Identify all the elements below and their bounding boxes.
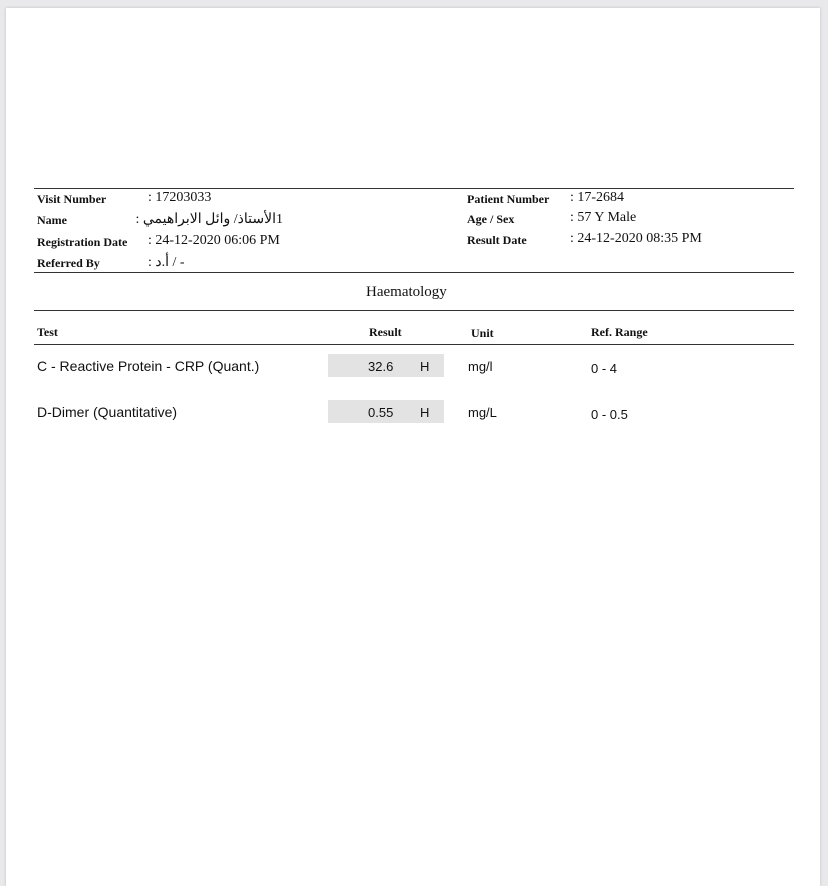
unit-value: mg/l: [468, 359, 493, 374]
result-value: 0.55: [368, 405, 394, 420]
referred-by-value: : أ.د / -: [148, 255, 185, 270]
test-name: C - Reactive Protein - CRP (Quant.): [37, 358, 260, 374]
registration-date-value: : 24-12-2020 06:06 PM: [148, 233, 280, 248]
name-label: Name: [37, 213, 67, 227]
result-date-value: : 24-12-2020 08:35 PM: [570, 231, 702, 246]
result-date-label: Result Date: [467, 233, 527, 247]
column-header-ref-range: Ref. Range: [591, 325, 648, 339]
header-top-divider: [34, 188, 794, 189]
column-header-test: Test: [37, 325, 58, 339]
result-flag: H: [420, 405, 430, 420]
patient-number-label: Patient Number: [467, 192, 550, 206]
age-sex-label: Age / Sex: [467, 212, 515, 226]
unit-value: mg/L: [468, 405, 497, 420]
registration-date-label: Registration Date: [37, 235, 128, 249]
header-bottom-divider: [34, 272, 794, 273]
table-header-divider: [34, 344, 794, 345]
referred-by-label: Referred By: [37, 256, 100, 270]
result-value: 32.6: [368, 359, 394, 374]
column-header-result: Result: [369, 325, 402, 339]
column-header-unit: Unit: [471, 326, 494, 340]
ref-range-value: 0 - 4: [591, 361, 618, 376]
visit-number-label: Visit Number: [37, 192, 107, 206]
report-page: [6, 8, 820, 886]
age-sex-value: : 57 Y Male: [570, 210, 637, 225]
section-title: Haematology: [366, 284, 447, 300]
patient-number-value: : 17-2684: [570, 190, 625, 205]
name-value: 1الأستاذ/ وائل الابراهيمي :: [135, 212, 283, 227]
visit-number-value: : 17203033: [148, 190, 212, 205]
test-name: D-Dimer (Quantitative): [37, 404, 178, 420]
ref-range-value: 0 - 0.5: [591, 407, 628, 422]
table-top-divider: [34, 310, 794, 311]
result-flag: H: [420, 359, 430, 374]
